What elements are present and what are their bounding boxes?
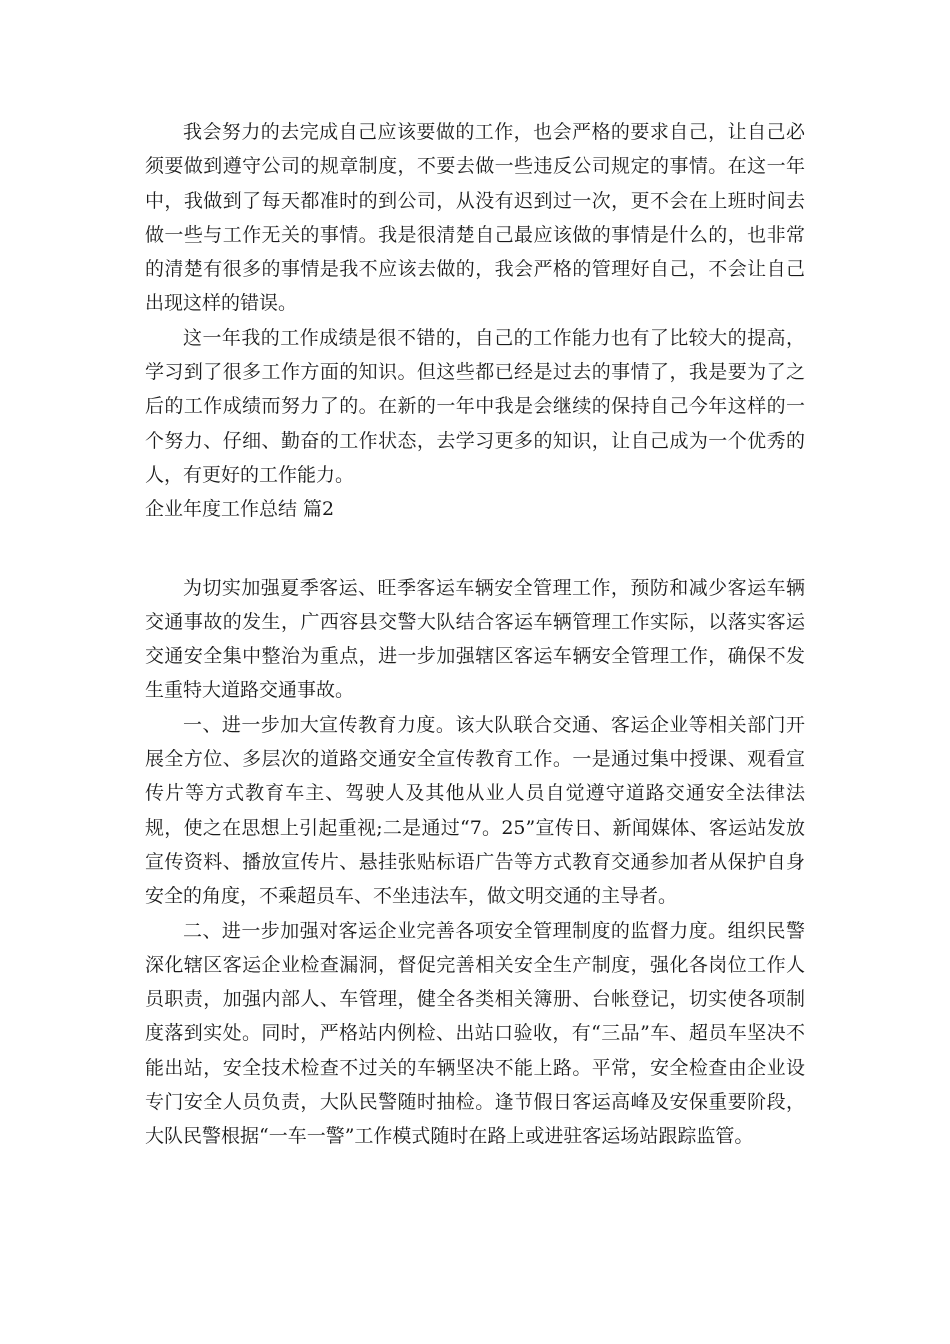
paragraph-publicity: 一、进一步加大宣传教育力度。该大队联合交通、客运企业等相关部门开展全方位、多层次的道路交通安全宣传教育工作。一是通过集中授课、观看宣传片等方式教育车主、驾驶人及其他从业人员自觉遵守道路交通安全法律法规，使之在思想上引起重视;二是通过“7。25”宣传日、新闻媒体、客运站发放宣传资料、播放宣传片、悬挂张贴标语广告等方式教育交通参加者从保护自身安全的角度，不乘超员车、不坐违法车，做文明交通的主导者。 <box>145 713 805 908</box>
section-spacer <box>145 527 805 571</box>
paragraph-work-results: 这一年我的工作成绩是很不错的，自己的工作能力也有了比较大的提高，学习到了很多工作方面的知识。但这些都已经是过去的事情了，我是要为了之后的工作成绩而努力了的。在新的一年中我是会继续的保持自己今年这样的一个努力、仔细、勤奋的工作状态，去学习更多的知识，让自己成为一个优秀的人，有更好的工作能力。 <box>145 326 805 486</box>
paragraph-supervision: 二、进一步加强对客运企业完善各项安全管理制度的监督力度。组织民警深化辖区客运企业检查漏洞，督促完善相关安全生产制度，强化各岗位工作人员职责，加强内部人、车管理，健全各类相关簿册、台帐登记，切实使各项制度落到实处。同时，严格站内例检、出站口验收，有“三品”车、超员车坚决不能出站，安全技术检查不过关的车辆坚决不能上路。平常，安全检查由企业设专门安全人员负责，大队民警随时抽检。逢节假日客运高峰及安保重要阶段，大队民警根据“一车一警”工作模式随时在路上或进驻客运场站跟踪监管。 <box>145 919 805 1148</box>
paragraph-intro: 为切实加强夏季客运、旺季客运车辆安全管理工作，预防和减少客运车辆交通事故的发生，广西容县交警大队结合客运车辆管理工作实际，以落实客运交通安全集中整治为重点，进一步加强辖区客运车辆安全管理工作，确保不发生重特大道路交通事故。 <box>145 576 805 702</box>
paragraph-work-discipline: 我会努力的去完成自己应该要做的工作，也会严格的要求自己，让自己必须要做到遵守公司的规章制度，不要去做一些违反公司规定的事情。在这一年中，我做到了每天都准时的到公司，从没有迟到过一次，更不会在上班时间去做一些与工作无关的事情。我是很清楚自己最应该做的事情是什么的，也非常的清楚有很多的事情是我不应该去做的，我会严格的管理好自己，不会让自己出现这样的错误。 <box>145 121 805 315</box>
document-page <box>145 115 805 1154</box>
section-heading: 企业年度工作总结 篇2 <box>145 498 335 521</box>
